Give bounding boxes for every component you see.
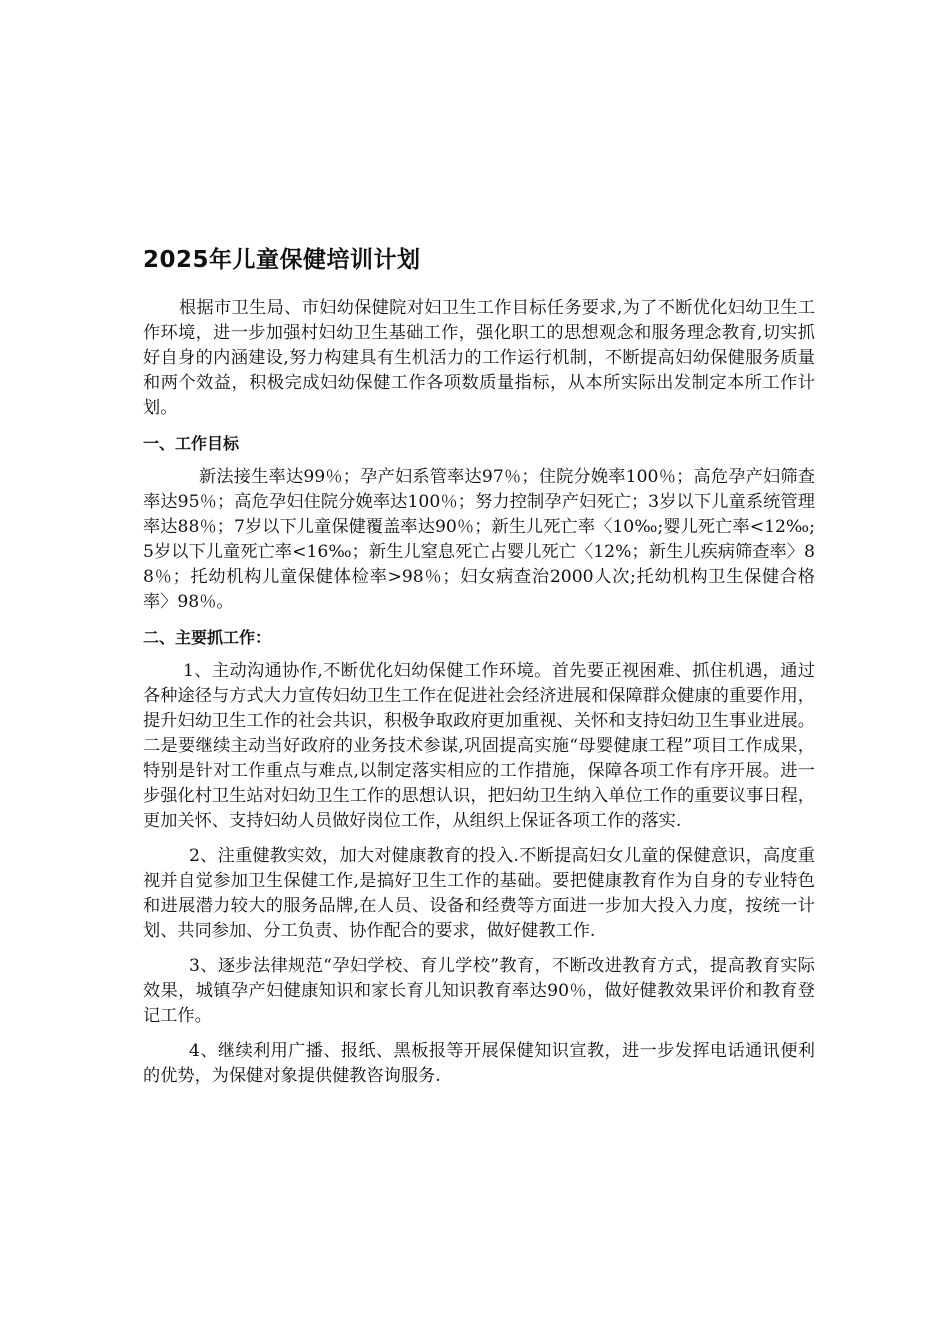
goals-paragraph: 新法接生率达99％；孕产妇系管率达97％；住院分娩率100％；高危孕产妇筛查率达95％；高危孕妇住院分娩率达100％；努力控制孕产妇死亡；3岁以下儿童系统管理率达88％；7岁以下儿童保健覆盖率达90％；新生儿死亡率〈10‰;婴儿死亡率<12‰;5岁以下儿童死亡率<16‰；新生儿窒息死亡占婴儿死亡〈12%；新生儿疾病筛查率〉88％；托幼机构儿童保健体检率>98％；妇女病查治2000人次;托幼机构卫生保健合格率〉98％。 <box>143 467 815 612</box>
work-item-3: 3、逐步法律规范“孕妇学校、育儿学校”教育，不断改进教育方式，提高教育实际效果，城镇孕产妇健康知识和家长育儿知识教育率达90％，做好健教效果评价和教育登记工作。 <box>143 956 815 1026</box>
section-heading-main-work: 二、主要抓工作： <box>143 628 272 647</box>
work-item-4: 4、继续利用广播、报纸、黑板报等开展保健知识宣教，进一步发挥电话通讯便利的优势，为保健对象提供健教咨询服务. <box>143 1041 815 1086</box>
document-title: 2025年儿童保健培训计划 <box>143 247 421 273</box>
intro-paragraph: 根据市卫生局、市妇幼保健院对妇卫生工作目标任务要求,为了不断优化妇幼卫生工作环境，进一步加强村妇幼卫生基础工作，强化职工的思想观念和服务理念教育,切实抓好自身的内涵建设,努力构建具有生机活力的工作运行机制，不断提高妇幼保健服务质量和两个效益，积极完成妇幼保健工作各项数质量指标，从本所实际出发制定本所工作计划。 <box>143 298 815 418</box>
section-heading-goals: 一、工作目标 <box>143 434 240 453</box>
document-body <box>143 244 815 1095</box>
work-item-2: 2、注重健教实效，加大对健康教育的投入.不断提高妇女儿童的保健意识，高度重视并自觉参加卫生保健工作,是搞好卫生工作的基础。要把健康教育作为自身的专业特色和进展潜力较大的服务品牌,在人员、设备和经费等方面进一步加大投入力度，按统一计划、共同参加、分工负责、协作配合的要求，做好健教工作. <box>143 846 815 941</box>
work-item-1: 1、主动沟通协作,不断优化妇幼保健工作环境。首先要正视困难、抓住机遇，通过各种途径与方式大力宣传妇幼卫生工作在促进社会经济进展和保障群众健康的重要作用，提升妇幼卫生工作的社会共识，积极争取政府更加重视、关怀和支持妇幼卫生事业进展。二是要继续主动当好政府的业务技术参谋,巩固提高实施“母婴健康工程”项目工作成果，特别是针对工作重点与难点,以制定落实相应的工作措施，保障各项工作有序开展。进一步强化村卫生站对妇幼卫生工作的思想认识，把妇幼卫生纳入单位工作的重要议事日程，更加关怀、支持妇幼人员做好岗位工作，从组织上保证各项工作的落实. <box>143 661 815 831</box>
